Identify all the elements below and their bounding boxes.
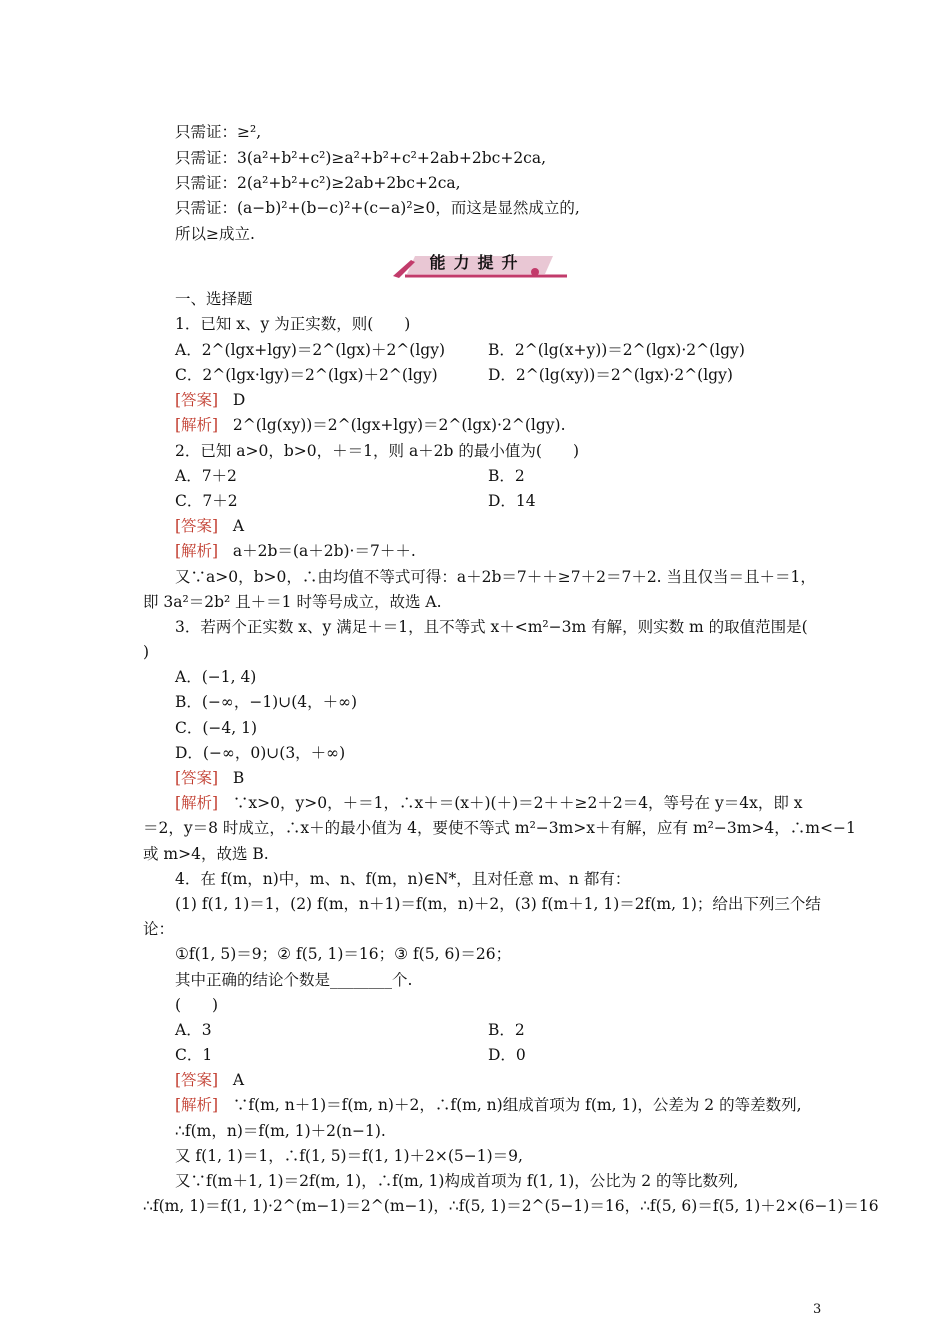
q4-option-d: D．0: [488, 1046, 526, 1064]
q4-statements: ①f(1, 5)＝9；② f(5, 1)＝16；③ f(5, 6)＝26；: [175, 945, 512, 963]
intro-line-1: 只需证：≥²,: [175, 123, 262, 141]
analysis-label: [解析]: [175, 794, 219, 812]
analysis-text: a＋2b＝(a＋2b)·＝7＋＋.: [232, 542, 416, 560]
q4-conditions-cont: 论：: [143, 920, 175, 938]
answer-label: [答案]: [175, 391, 219, 409]
q3-option-c: C．(−4, 1): [175, 719, 258, 737]
answer-value: B: [232, 769, 245, 787]
section-title: 一、选择题: [175, 290, 253, 308]
q2-analysis-line-2: 又∵a>0，b>0，∴由均值不等式可得：a＋2b＝7＋＋≥7＋2＝7＋2. 当且仅当＝且＋＝1，: [175, 568, 816, 586]
q3-answer: [175, 768, 244, 788]
q4-analysis-line-4: 又∵f(m＋1, 1)＝2f(m, 1)，∴f(m, 1)构成首项为 f(1, 1)，公比为 2 的等比数列,: [175, 1172, 739, 1190]
page-number: 3: [813, 1302, 822, 1317]
answer-value: A: [232, 1071, 245, 1089]
analysis-text: ∵x>0，y>0，＋＝1，∴x＋＝(x＋)(＋)＝2＋＋≥2＋2＝4，等号在 y＝4x，即 x: [232, 794, 803, 812]
q1-analysis: [175, 415, 566, 435]
analysis-label: [解析]: [175, 1096, 219, 1114]
q2-answer: [175, 516, 244, 536]
q2-analysis-line-3: 即 3a²＝2b² 且＋＝1 时等号成立，故选 A.: [143, 593, 442, 611]
analysis-text: ∵f(m, n＋1)＝f(m, n)＋2，∴f(m, n)组成首项为 f(m, 1)，公差为 2 的等差数列,: [232, 1096, 802, 1114]
q1-stem: 1．已知 x、y 为正实数，则( ): [175, 315, 411, 333]
q3-analysis: [175, 793, 803, 813]
q3-option-b: B．(−∞，−1)∪(4，＋∞): [175, 693, 358, 711]
answer-value: D: [232, 391, 246, 409]
q4-answer: [175, 1070, 244, 1090]
q2-option-b: B．2: [488, 467, 525, 485]
analysis-label: [解析]: [175, 542, 219, 560]
q3-stem: 3．若两个正实数 x、y 满足＋＝1，且不等式 x＋<m²−3m 有解，则实数 m 的取值范围是(: [175, 618, 808, 636]
banner-title: 能力提升: [429, 253, 526, 272]
q4-ask: 其中正确的结论个数是________个.: [175, 971, 413, 989]
q1-answer: [175, 390, 245, 410]
answer-value: A: [232, 517, 245, 535]
q1-option-b: B．2^(lg(x+y))＝2^(lgx)·2^(lgy): [488, 341, 745, 359]
intro-line-3: 只需证：2(a²+b²+c²)≥2ab+2bc+2ca,: [175, 174, 461, 192]
analysis-text: 2^(lg(xy))＝2^(lgx+lgy)＝2^(lgx)·2^(lgy).: [232, 416, 566, 434]
q2-option-d: D．14: [488, 492, 536, 510]
q2-analysis: [175, 541, 416, 561]
answer-label: [答案]: [175, 517, 219, 535]
q3-option-a: A．(−1, 4): [175, 668, 257, 686]
q4-option-b: B．2: [488, 1021, 525, 1039]
answer-label: [答案]: [175, 769, 219, 787]
q2-option-c: C．7＋2: [175, 492, 238, 510]
q2-stem: 2．已知 a>0，b>0，＋＝1，则 a＋2b 的最小值为( ): [175, 442, 579, 460]
q4-conditions: (1) f(1, 1)＝1，(2) f(m，n＋1)＝f(m，n)＋2，(3) f(m＋1, 1)＝2f(m, 1)；给出下列三个结: [175, 895, 821, 913]
q4-analysis-line-3: 又 f(1, 1)＝1，∴f(1, 5)＝f(1, 1)＋2×(5−1)＝9,: [175, 1147, 523, 1165]
answer-label: [答案]: [175, 1071, 219, 1089]
q3-analysis-line-3: 或 m>4，故选 B.: [143, 845, 269, 863]
intro-line-4: 只需证：(a−b)²+(b−c)²+(c−a)²≥0，而这是显然成立的,: [175, 199, 580, 217]
q4-paren: ( ): [175, 996, 219, 1014]
q1-option-a: A．2^(lgx+lgy)＝2^(lgx)＋2^(lgy): [175, 341, 446, 359]
q4-stem: 4．在 f(m，n)中，m、n、f(m，n)∈N*，且对任意 m、n 都有：: [175, 870, 631, 888]
q4-option-a: A．3: [175, 1021, 212, 1039]
section-banner: [385, 252, 570, 280]
intro-line-5: 所以≥成立.: [175, 225, 255, 243]
q4-analysis-line-2: ∴f(m，n)＝f(m, 1)＋2(n−1).: [175, 1122, 386, 1140]
intro-line-2: 只需证：3(a²+b²+c²)≥a²+b²+c²+2ab+2bc+2ca,: [175, 149, 547, 167]
q4-analysis: [175, 1095, 802, 1115]
q3-stem-cont: ): [143, 643, 150, 661]
q3-analysis-line-2: ＝2，y＝8 时成立，∴x＋的最小值为 4，要使不等式 m²−3m>x＋有解，应有 m²−3m>4，∴m<−1: [143, 819, 856, 837]
q1-option-d: D．2^(lg(xy))＝2^(lgx)·2^(lgy): [488, 366, 733, 384]
q4-analysis-line-5: ∴f(m, 1)＝f(1, 1)·2^(m−1)＝2^(m−1)，∴f(5, 1)＝2^(5−1)＝16，∴f(5, 6)＝f(5, 1)＋2×(6−1)＝16: [143, 1197, 879, 1215]
analysis-label: [解析]: [175, 416, 219, 434]
q1-option-c: C．2^(lgx·lgy)＝2^(lgx)＋2^(lgy): [175, 366, 438, 384]
q2-option-a: A．7＋2: [175, 467, 237, 485]
q4-option-c: C．1: [175, 1046, 213, 1064]
q3-option-d: D．(−∞，0)∪(3，＋∞): [175, 744, 346, 762]
